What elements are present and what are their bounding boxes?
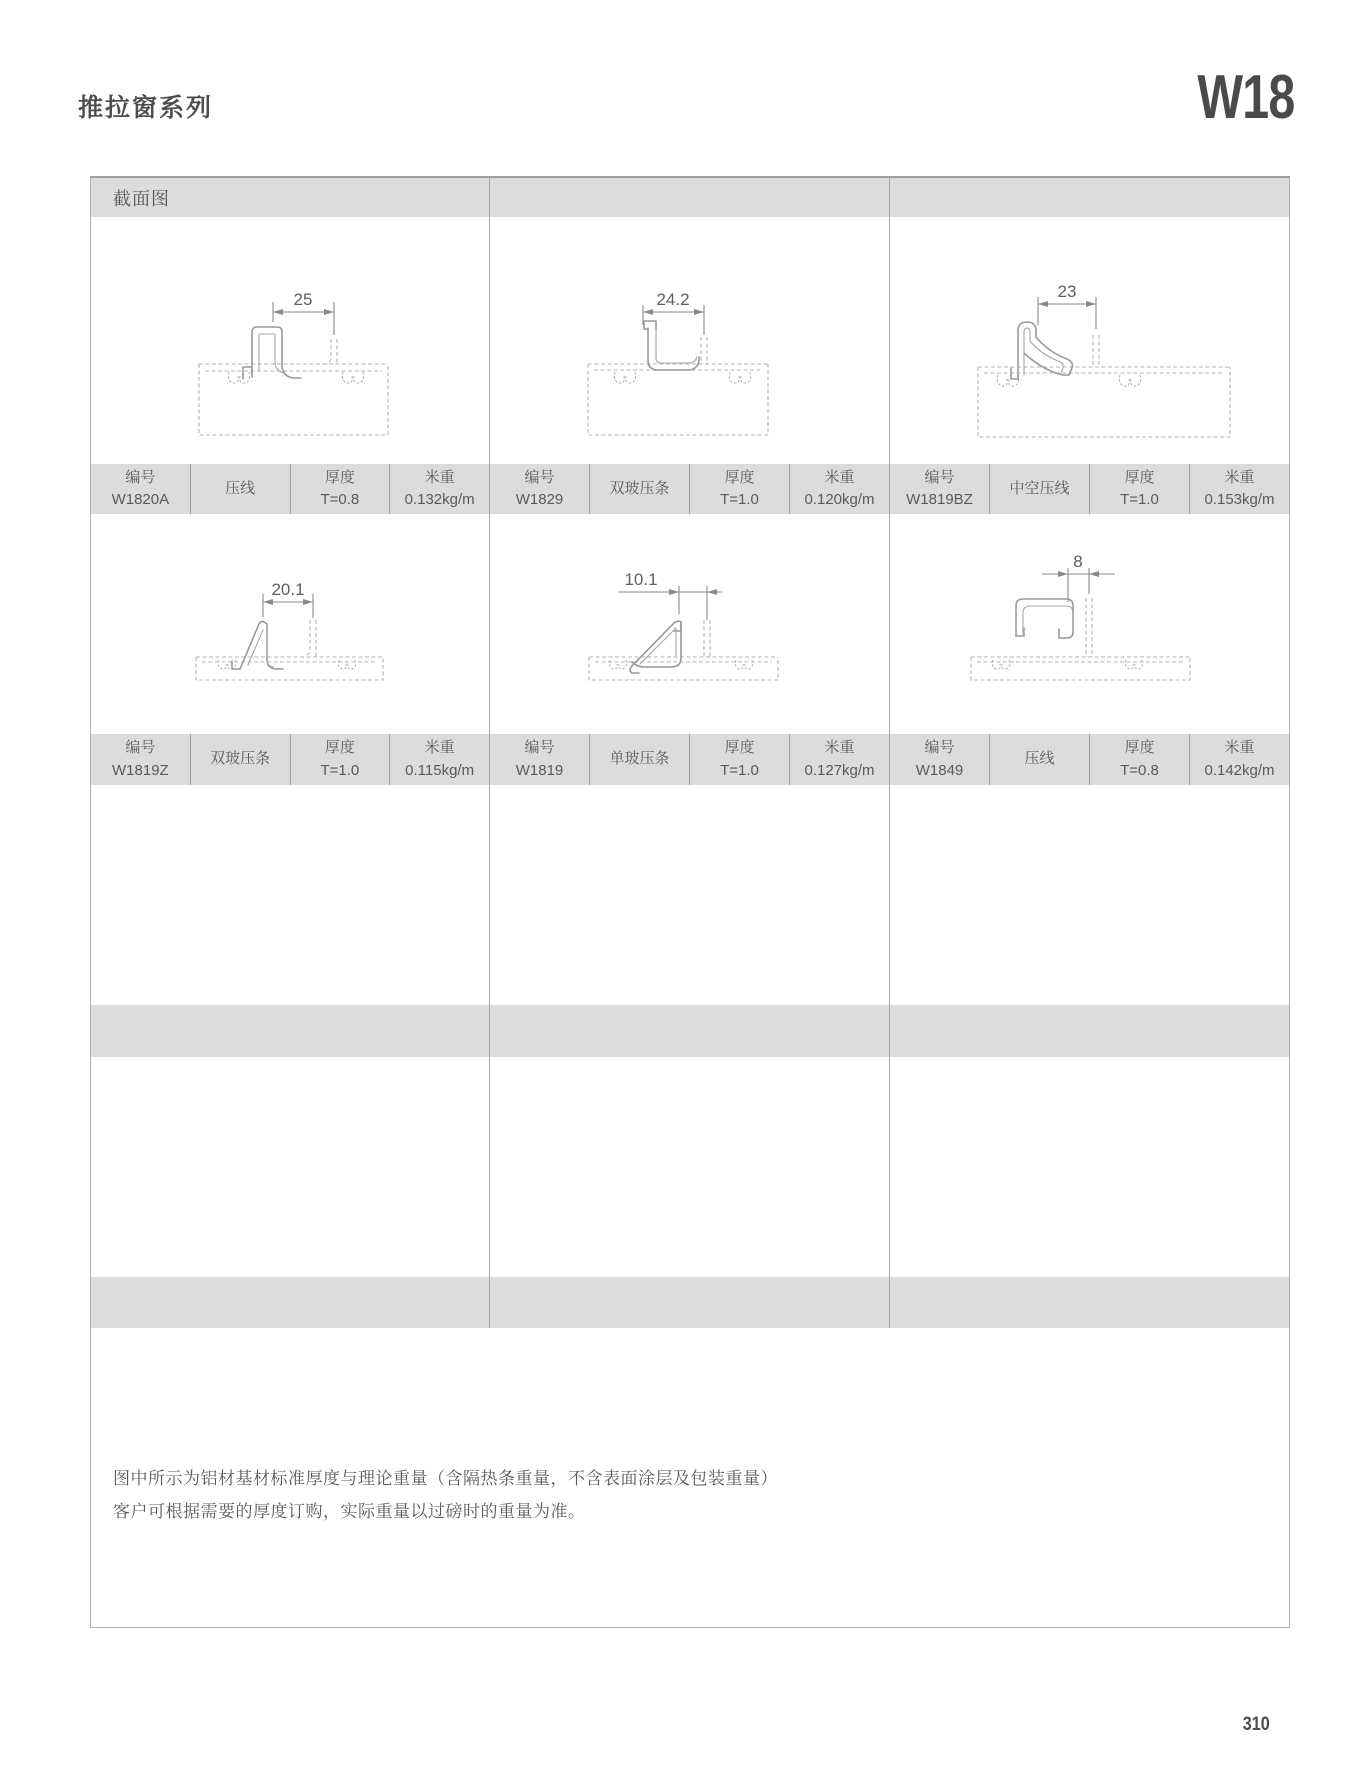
spec-code-value: W1819Z [112, 761, 169, 779]
spec-code-cell [91, 464, 190, 514]
spec-code-label: 编号 [924, 468, 955, 486]
spec-weight-cell [1189, 734, 1289, 785]
spec-weight-label: 米重 [824, 739, 855, 756]
footer-note-area [91, 1328, 1289, 1627]
spec-row-2 [91, 734, 1289, 785]
spec-weight-label: 米重 [424, 468, 455, 486]
spec-name-cell [989, 464, 1089, 514]
spec-sheet-table [90, 176, 1290, 1628]
spec-weight-cell [389, 734, 489, 785]
spec-weight-value: 0.153kg/m [1204, 491, 1275, 508]
spec-code-value: W1819BZ [906, 491, 973, 508]
spec-thickness-cell [1089, 734, 1189, 785]
diagram-w1820a [91, 217, 490, 464]
spec-weight-cell [1189, 464, 1289, 514]
diagram-w1819z [91, 514, 490, 734]
spec-thickness-label: 厚度 [1124, 468, 1155, 486]
spec-thickness-cell [689, 464, 789, 514]
diagram-w1849 [890, 514, 1289, 734]
diagram-w1819 [490, 514, 890, 734]
empty-diagram-row-4 [91, 1057, 1289, 1277]
spec-thickness-cell [290, 464, 390, 514]
series-code: W18 [1196, 63, 1294, 132]
spec-weight-cell [389, 464, 489, 514]
footer-note-line1: 图中所示为铝材基材标准厚度与理论重量（含隔热条重量，不含表面涂层及包装重量） [113, 1469, 778, 1488]
spec-code-cell [890, 734, 989, 785]
spec-code-value: W1820A [111, 491, 170, 508]
page-title: 推拉窗系列 [78, 94, 214, 122]
page-number: 310 [1243, 1714, 1270, 1735]
spec-code-label: 编号 [524, 739, 555, 756]
spec-name-value: 压线 [1024, 750, 1055, 768]
spec-weight-label: 米重 [424, 739, 455, 756]
footer-note-line2: 客户可根据需要的厚度订购，实际重量以过磅时的重量为准。 [113, 1502, 586, 1522]
spec-weight-cell [789, 464, 889, 514]
spec-weight-label: 米重 [824, 468, 855, 486]
empty-diagram-row-3 [91, 785, 1289, 1005]
dimension-label: 25 [293, 290, 313, 309]
spec-name-cell [989, 734, 1089, 785]
spec-name-value: 中空压线 [1009, 479, 1070, 497]
spec-code-value: W1849 [915, 761, 964, 779]
spec-thickness-value: T=1.0 [720, 761, 759, 779]
spec-thickness-cell [689, 734, 789, 785]
spec-name-value: 双玻压条 [210, 750, 271, 768]
spec-thickness-label: 厚度 [1124, 739, 1155, 756]
spec-thickness-value: T=0.8 [1120, 761, 1159, 779]
dimension-label: 8 [1073, 552, 1083, 571]
spec-thickness-cell [1089, 464, 1189, 514]
spec-thickness-label: 厚度 [324, 739, 355, 756]
spec-weight-value: 0.132kg/m [404, 491, 475, 508]
section-header: 截面图 [113, 188, 170, 209]
spec-thickness-label: 厚度 [324, 468, 355, 486]
spec-name-value: 双玻压条 [609, 479, 670, 497]
dimension-label: 23 [1057, 282, 1077, 301]
spec-thickness-value: T=0.8 [320, 491, 360, 508]
spec-thickness-label: 厚度 [724, 468, 755, 486]
spec-thickness-value: T=1.0 [320, 761, 360, 779]
spec-code-label: 编号 [924, 739, 955, 756]
diagram-w1829 [490, 217, 890, 464]
spec-name-cell [589, 734, 689, 785]
spec-weight-value: 0.142kg/m [1204, 761, 1275, 779]
empty-spec-row-3 [91, 1005, 1289, 1057]
spec-name-cell [589, 464, 689, 514]
empty-spec-row-4 [91, 1277, 1289, 1328]
spec-code-cell [91, 734, 190, 785]
spec-code-cell [490, 734, 589, 785]
spec-name-value: 压线 [225, 479, 256, 497]
spec-code-cell [890, 464, 989, 514]
spec-name-cell [190, 464, 290, 514]
spec-weight-label: 米重 [1224, 468, 1255, 486]
spec-thickness-value: T=1.0 [720, 491, 759, 508]
diagram-row-2 [91, 514, 1289, 734]
spec-weight-label: 米重 [1224, 739, 1255, 756]
spec-thickness-cell [290, 734, 390, 785]
diagram-w1819bz [890, 217, 1289, 464]
spec-row-1 [91, 464, 1289, 514]
spec-thickness-value: T=1.0 [1120, 491, 1159, 508]
spec-code-label: 编号 [125, 739, 156, 756]
spec-weight-value: 0.115kg/m [405, 761, 475, 779]
spec-name-cell [190, 734, 290, 785]
dimension-label: 10.1 [624, 570, 658, 589]
spec-code-label: 编号 [125, 468, 156, 486]
dimension-label: 20.1 [271, 580, 305, 599]
spec-code-label: 编号 [524, 468, 555, 486]
spec-code-value: W1829 [515, 491, 564, 508]
spec-weight-value: 0.120kg/m [804, 491, 875, 508]
spec-weight-value: 0.127kg/m [804, 761, 875, 779]
table-header-row [91, 178, 1289, 217]
spec-weight-cell [789, 734, 889, 785]
spec-thickness-label: 厚度 [724, 739, 755, 756]
spec-code-cell [490, 464, 589, 514]
diagram-row-1 [91, 217, 1289, 464]
dimension-label: 24.2 [656, 290, 690, 309]
spec-name-value: 单玻压条 [609, 750, 670, 768]
spec-code-value: W1819 [515, 761, 564, 779]
